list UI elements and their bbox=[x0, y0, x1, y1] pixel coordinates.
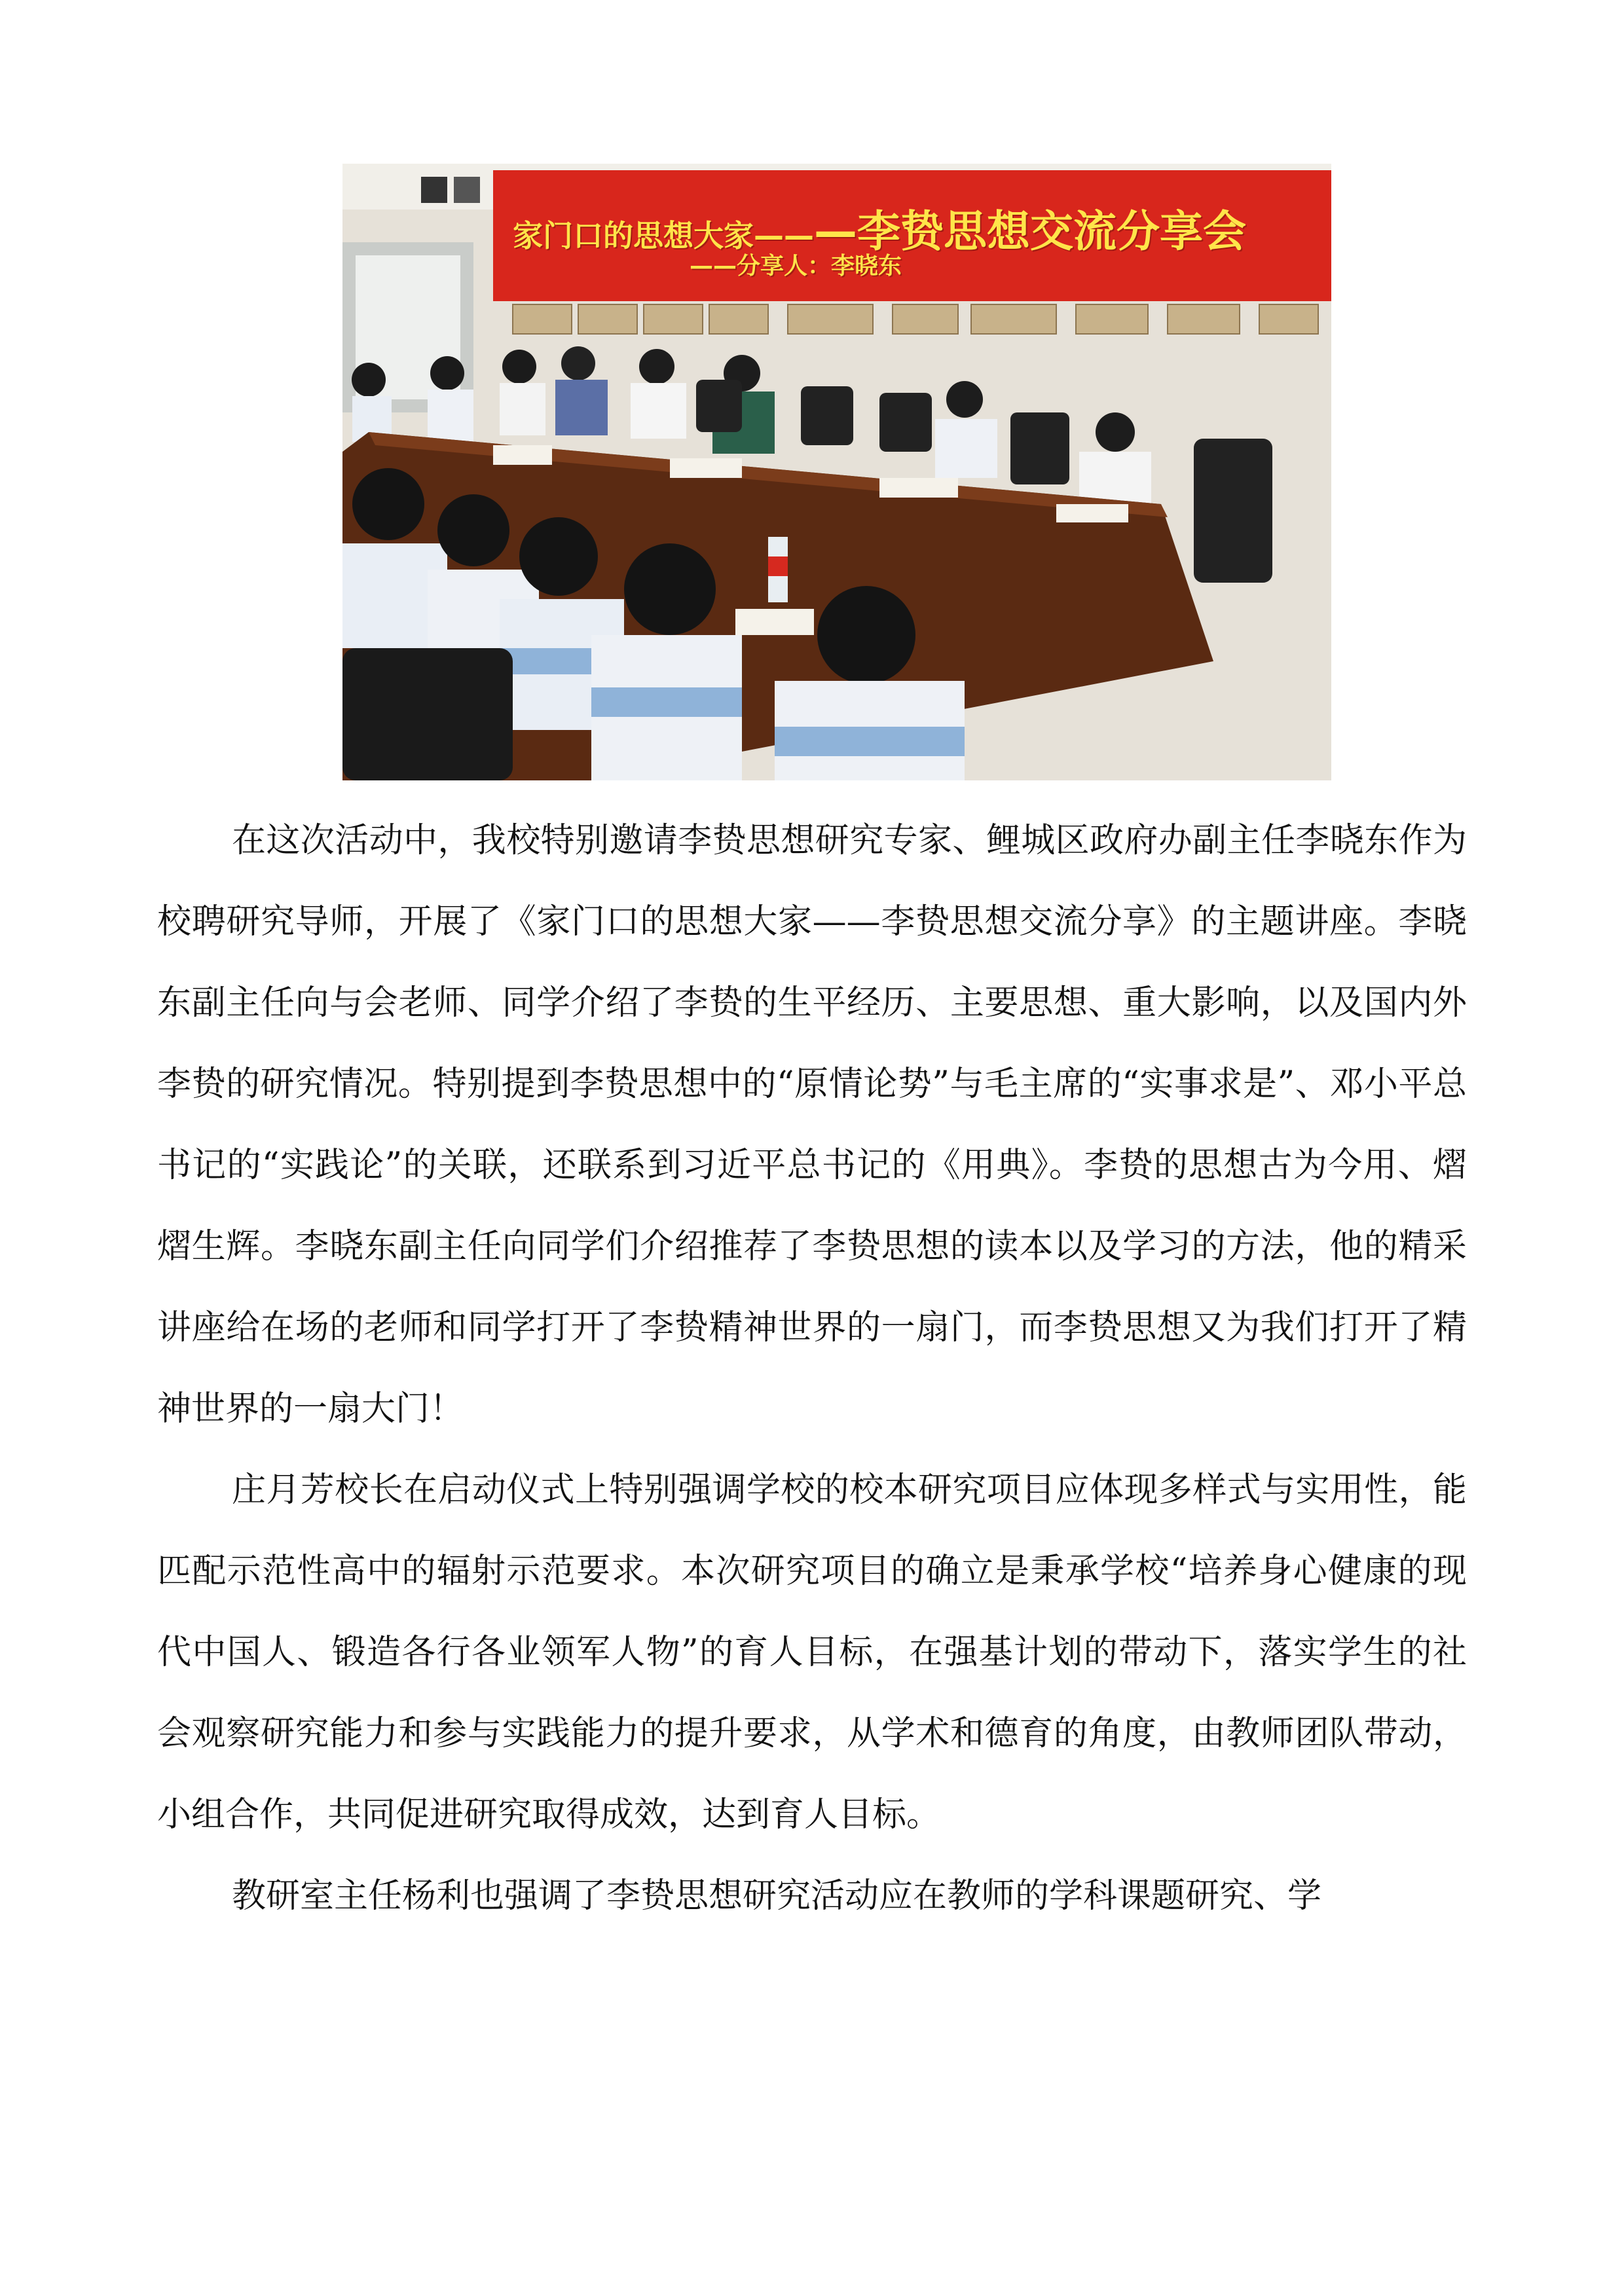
paragraph: 庄月芳校长在启动仪式上特别强调学校的校本研究项目应体现多样式与实用性，能匹配示范性高中的辐射示范要求。本次研究项目的确立是秉承学校“培养身心健康的现代中国人、锻造各行各业领军人物”的育人目标，在强基计划的带动下，落实学生的社会观察研究能力和参与实践能力的提升要求，从学术和德育的角度，由教师团队带动，小组合作，共同促进研究取得成效，达到育人目标。 bbox=[157, 1470, 1467, 1834]
paragraph: 在这次活动中，我校特别邀请李贽思想研究专家、鲤城区政府办副主任李晓东作为校聘研究导师，开展了《家门口的思想大家——李贽思想交流分享》的主题讲座。李晓东副主任向与会老师、同学介绍了李贽的生平经历、主要思想、重大影响，以及国内外李贽的研究情况。特别提到李贽思想中的“原情论势”与毛主席的“实事求是”、邓小平总书记的“实践论”的关联，还联系到习近平总书记的《用典》。李贽的思想古为今用、熠熠生辉。李晓东副主任向同学们介绍推荐了李贽思想的读本以及学习的方法，他的精采讲座给在场的老师和同学打开了李贽精神世界的一扇门，而李贽思想又为我们打开了精神世界的一扇大门！ bbox=[157, 821, 1467, 1429]
banner-title: 家门口的思想大家———李贽思想交流分享会 bbox=[513, 206, 1246, 257]
article-body bbox=[157, 800, 1467, 1937]
paragraph: 教研室主任杨利也强调了李贽思想研究活动应在教师的学科课题研究、学 bbox=[232, 1876, 1322, 1916]
banner-subtitle: ——分享人：李晓东 bbox=[690, 253, 902, 280]
event-photo bbox=[342, 164, 1331, 780]
